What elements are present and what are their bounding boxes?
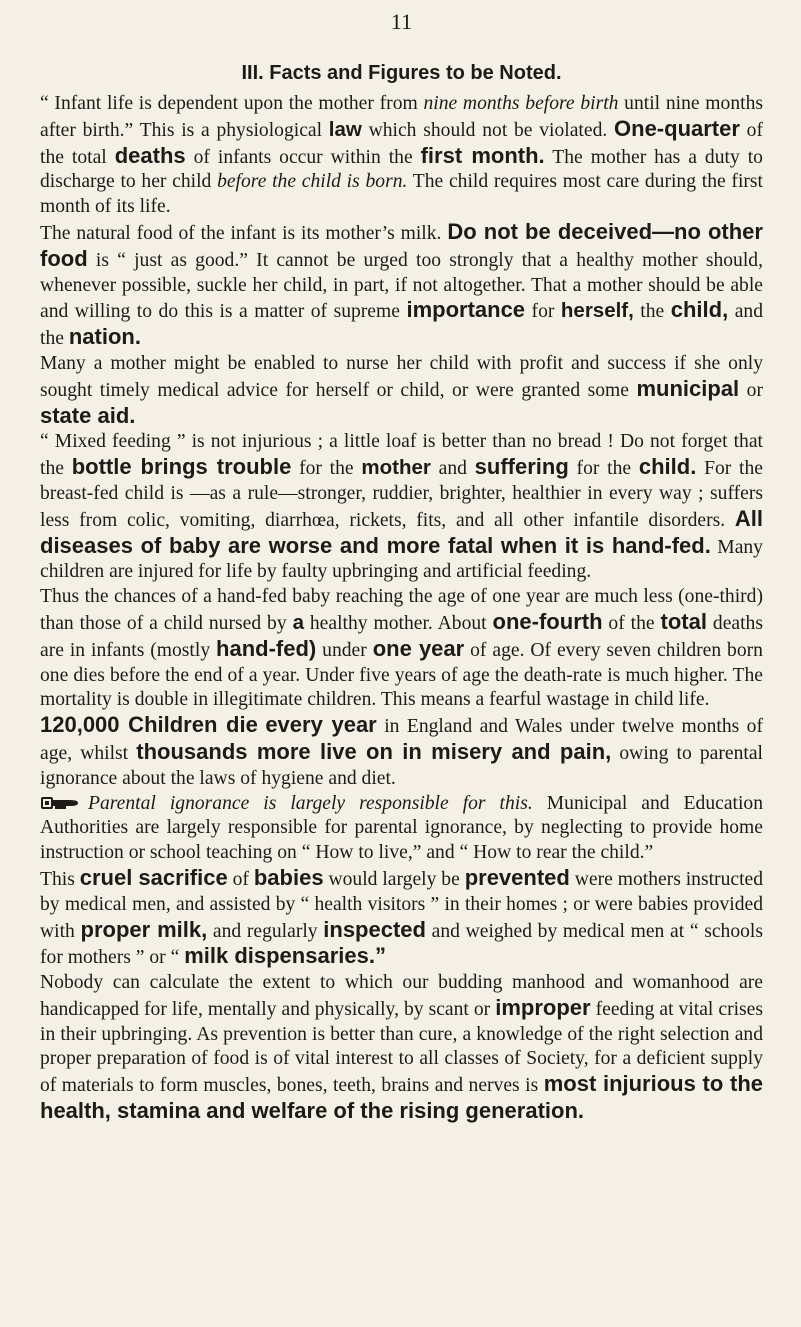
- text-run: every year: [265, 712, 377, 738]
- paragraph-parental-ignorance-text: [40, 793, 763, 864]
- text-run: “ Infant life is dependent upon the mother from: [40, 93, 424, 114]
- text-run: of the total: [40, 119, 764, 168]
- section-heading: III. Facts and Figures to be Noted.: [241, 62, 562, 84]
- text-run: or: [739, 379, 763, 401]
- text-run: All diseases of baby are worse and more fatal when it is hand-fed.: [40, 505, 763, 558]
- text-run: importance: [406, 297, 526, 323]
- text-run: of: [227, 868, 254, 890]
- text-run: and weighed by medical men at “ schools for mothers ” or “: [40, 920, 763, 969]
- text-run: Municipal and Education Authorities are largely responsible for parental ignorance, by neglecting to provide home instruction or school teaching on “ How to live,” and “ How to rear the child.”: [40, 792, 763, 864]
- text-run: 120,000 Children die: [40, 712, 258, 738]
- text-run: most injurious to the health, stamina and welfare of the rising generation.: [40, 1071, 763, 1124]
- text-run: improper: [495, 994, 591, 1020]
- text-run: cruel sacrifice: [79, 864, 228, 890]
- text-run: is “ just as good.” It cannot be urged too strongly that a healthy mother should, whenever possible, suckle her child, in part, if not altogether. That a mother should be able and willing to do this is a matter of supreme: [40, 249, 763, 323]
- paragraph-natural-food: [40, 220, 763, 352]
- text-run: For the breast-fed child is —as a rule—stronger, ruddier, brighter, healthier in every way ; suffers less from colic, vomiting, diarrhœa, rickets, fits, and all other infantile disorders.: [40, 458, 763, 531]
- paragraph-children-die: [40, 713, 763, 791]
- text-run: inspected: [323, 916, 426, 942]
- text-run: The child requires most care during the first month of its life.: [40, 171, 763, 218]
- text-run: bottle brings trouble: [71, 454, 292, 480]
- text-run: deaths: [114, 142, 186, 168]
- text-run: total: [660, 608, 707, 634]
- paragraph-cruel-sacrifice: [40, 866, 763, 971]
- text-run: one-fourth: [492, 608, 603, 634]
- text-run: Many a mother might be enabled to nurse her child with profit and success if she only sought timely medical advice for herself or child, or were granted some: [40, 352, 763, 401]
- text-run: nine months before birth: [423, 93, 619, 114]
- text-run: municipal: [636, 375, 740, 401]
- text-run: the: [633, 301, 671, 323]
- text-run: “ Mixed feeding ” is not injurious ; a little loaf is better than no bread ! Do not forget that the: [40, 431, 763, 480]
- text-run: The mother has a duty to discharge to her child: [40, 146, 763, 193]
- text-run: state aid.: [40, 402, 136, 428]
- text-run: a: [292, 610, 304, 634]
- text-run: milk dispensaries.”: [184, 943, 386, 969]
- text-run: thousands more live on in misery and pain,: [136, 738, 612, 764]
- text-run: and regularly: [207, 920, 324, 942]
- text-run: child,: [670, 297, 729, 323]
- text-run: mother: [361, 456, 431, 480]
- text-run: law: [328, 117, 362, 141]
- text-run: suffering: [474, 454, 569, 480]
- text-run: before the child is born.: [217, 171, 408, 193]
- text-run: feeding at vital crises in their upbringing. As prevention is better than cure, a knowledge of the right selection and proper preparation of food is of vital interest to all classes of Society, for a deficient supply of materials to form muscles, bones, teeth, brains and nerves is: [40, 998, 763, 1097]
- paragraph-infant-life: [40, 92, 763, 220]
- text-run: child.: [638, 454, 697, 480]
- text-run: Many children are injured for life by faulty upbringing and artificial feeding.: [40, 536, 763, 583]
- text-run: one year: [372, 635, 465, 661]
- pointing-hand-icon: [40, 795, 80, 811]
- text-run: for the: [568, 458, 639, 480]
- text-run: first month.: [420, 142, 545, 168]
- text-run: and the: [40, 301, 763, 350]
- text-run: which should not be violated.: [361, 119, 615, 141]
- text-run: for: [525, 301, 561, 323]
- paragraph-mixed-feeding: [40, 430, 763, 585]
- text-run: The natural food of the infant is its mother’s milk.: [40, 222, 448, 244]
- text-run: under: [316, 639, 373, 661]
- text-run: were mothers instructed by medical men, and assisted by “ health visitors ” in their homes ; or were babies provided with: [40, 868, 764, 942]
- text-run: Parental ignorance is largely responsible for this.: [88, 792, 533, 814]
- paragraph-hand-fed-chances: [40, 585, 763, 713]
- body-text: [40, 92, 763, 1126]
- text-run: One-quarter: [614, 115, 740, 141]
- text-run: of the: [602, 612, 661, 634]
- text-run: until nine months after birth.” This is a physiological: [40, 93, 763, 141]
- text-run: herself,: [560, 299, 634, 323]
- text-run: babies: [253, 864, 324, 890]
- text-run: This: [40, 868, 80, 890]
- page-number: 11: [390, 9, 413, 34]
- text-run: owing to parental ignorance about the laws of hygiene and diet.: [40, 742, 763, 789]
- text-run: hand-fed): [216, 635, 317, 661]
- text-run: in England and Wales under twelve months of age, whilst: [40, 716, 764, 764]
- text-run: prevented: [464, 864, 570, 890]
- text-run: would largely be: [323, 868, 465, 890]
- text-run: deaths are in infants (mostly: [40, 612, 763, 661]
- text-run: Do not be deceived—no other food: [40, 218, 763, 271]
- text-run: for the: [291, 458, 362, 480]
- text-run: Thus the chances of a hand-fed baby reaching the age of one year are much less (one-third) than those of a child nursed by: [40, 586, 763, 634]
- text-run: nation.: [68, 324, 141, 350]
- text-run: healthy mother. About: [303, 612, 493, 634]
- text-run: of infants occur within the: [185, 146, 421, 168]
- text-run: and: [430, 458, 475, 480]
- paragraph-budding-manhood: [40, 971, 763, 1126]
- paragraph-parental-ignorance: [40, 792, 763, 866]
- text-run: Nobody can calculate the extent to which our budding manhood and womanhood are handicapped for life, mentally and physically, by scant or: [40, 972, 763, 1020]
- text-run: proper milk,: [80, 916, 208, 942]
- text-run: of age. Of every seven children born one dies before the end of a year. Under five years of age the death-rate is much higher. The mortality is double in illegitimate children. This means a fearful wastage in child life.: [40, 639, 763, 711]
- paragraph-medical-advice: [40, 352, 763, 430]
